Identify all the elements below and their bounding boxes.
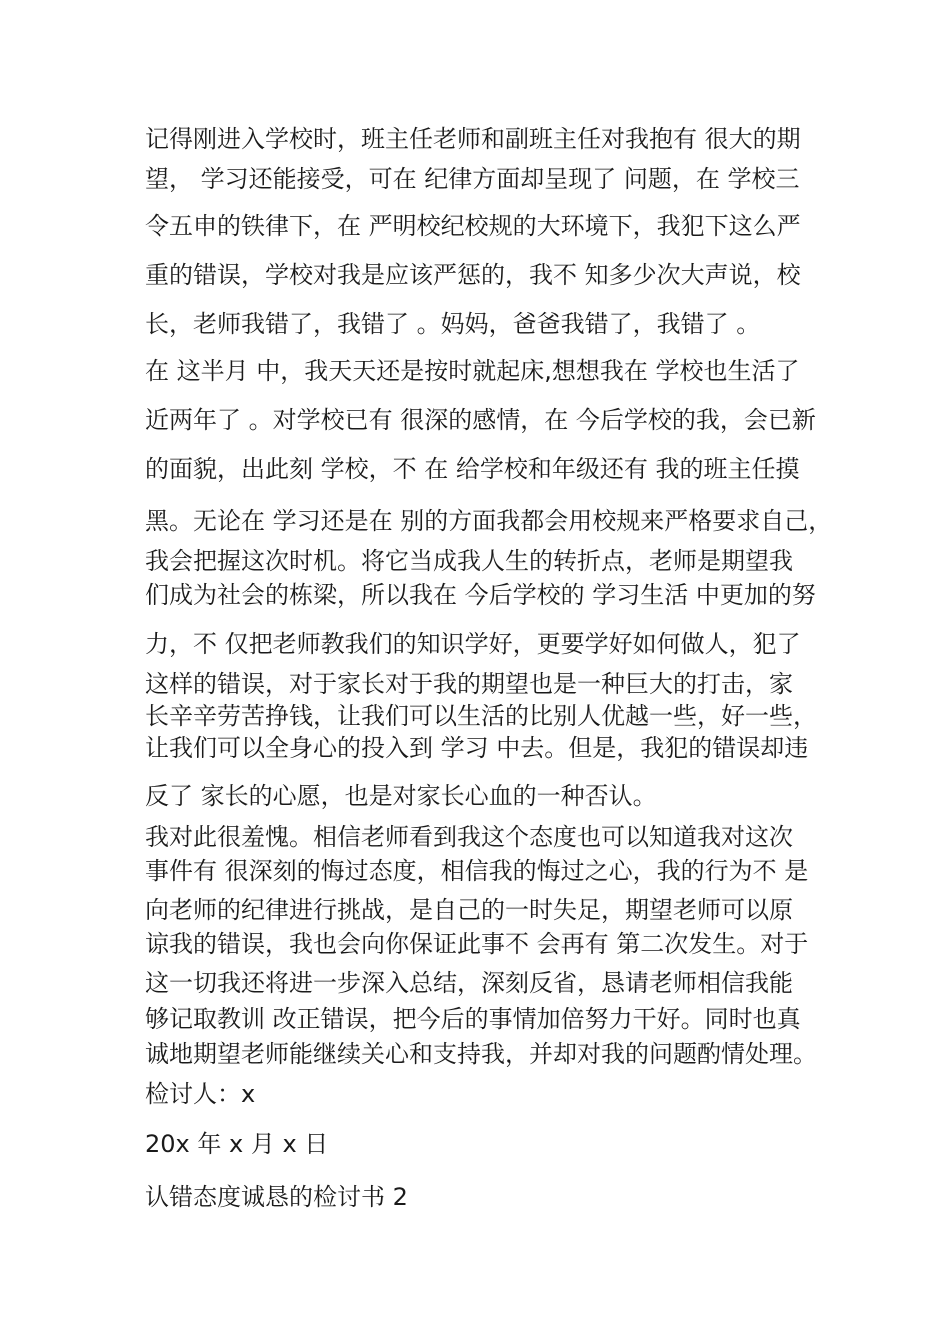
text-line: 令五申的铁律下，在 严明校纪校规的大环境下，我犯下这么严 [145, 212, 801, 240]
text-line: 近两年了 。对学校已有 很深的感情，在 今后学校的我，会已新 [145, 406, 816, 434]
text-line: 事件有 很深刻的悔过态度，相信我的悔过之心，我的行为不 是 [145, 857, 809, 885]
text-line: 让我们可以全身心的投入到 学习 中去。但是，我犯的错误却违 [145, 734, 809, 762]
text-line: 望， 学习还能接受，可在 纪律方面却呈现了 问题，在 学校三 [145, 165, 800, 193]
text-line: 诚地期望老师能继续关心和支持我，并却对我的问题酌情处理。 [145, 1040, 817, 1068]
text-line: 这一切我还将进一步深入总结，深刻反省，恳请老师相信我能 [145, 969, 793, 997]
text-line: 这样的错误，对于家长对于我的期望也是一种巨大的打击，家 [145, 670, 793, 698]
text-line: 我会把握这次时机。将它当成我人生的转折点，老师是期望我 [145, 547, 793, 575]
text-line: 长，老师我错了，我错了 。妈妈，爸爸我错了，我错了 。 [145, 310, 761, 338]
text-line: 我对此很羞愧。相信老师看到我这个态度也可以知道我对这次 [145, 823, 793, 851]
date-line: 20x 年 x 月 x 日 [145, 1130, 329, 1158]
text-line: 的面貌，出此刻 学校，不 在 给学校和年级还有 我的班主任摸 [145, 455, 800, 483]
text-line: 黑。无论在 学习还是在 别的方面我都会用校规来严格要求自己， [145, 507, 833, 535]
text-line: 记得刚进入学校时，班主任老师和副班主任对我抱有 很大的期 [145, 125, 801, 153]
text-line: 重的错误，学校对我是应该严惩的，我不 知多少次大声说，校 [145, 261, 801, 289]
text-line: 反了 家长的心愿，也是对家长心血的一种否认。 [145, 782, 657, 810]
text-line: 力，不 仅把老师教我们的知识学好，更要学好如何做人，犯了 [145, 630, 801, 658]
text-line: 长辛辛劳苦挣钱，让我们可以生活的比别人优越一些，好一些， [145, 702, 817, 730]
text-line: 在 这半月 中，我天天还是按时就起床,想想我在 学校也生活了 [145, 357, 800, 385]
text-line: 够记取教训 改正错误，把今后的事情加倍努力干好。同时也真 [145, 1005, 801, 1033]
text-line: 向老师的纪律进行挑战，是自己的一时失足，期望老师可以原 [145, 896, 793, 924]
text-line: 们成为社会的栋梁，所以我在 今后学校的 学习生活 中更加的努 [145, 581, 816, 609]
signature-line: 检讨人：x [145, 1080, 256, 1108]
text-line: 谅我的错误，我也会向你保证此事不 会再有 第二次发生。对于 [145, 930, 809, 958]
next-document-title: 认错态度诚恳的检讨书 2 [145, 1183, 408, 1211]
